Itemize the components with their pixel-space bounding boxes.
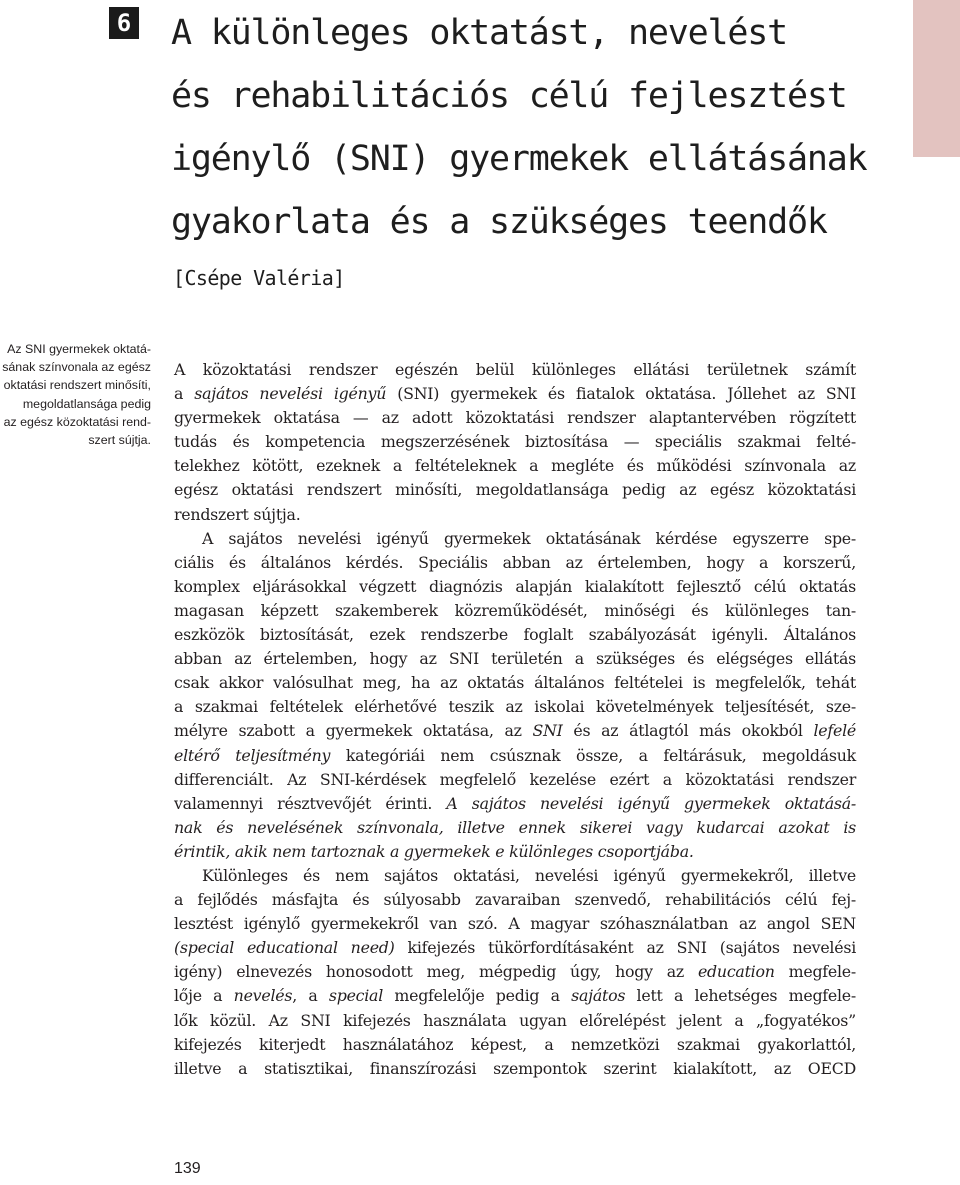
- text-line: nak és nevelésének színvonala, illetve ennek sikerei vagy kudarcai azokat is: [174, 817, 856, 837]
- text-line: eszközök biztosítását, ezek rendszerbe foglalt szabályozását igényli. Általános: [174, 625, 856, 645]
- page-number: 139: [174, 1160, 201, 1177]
- pullquote-line: szert sújtja.: [88, 433, 151, 448]
- title-line: igénylő (SNI) gyermekek ellátásának: [171, 139, 867, 179]
- text-line: kifejezés kiterjedt használatához képest, a nemzetközi szakmai gyakorlattól,: [174, 1034, 856, 1054]
- author-name: [Csépe Valéria]: [173, 266, 345, 290]
- text-line: mélyre szabott a gyermekek oktatása, az SNI és az átlagtól más okokból lefelé: [174, 721, 856, 741]
- text-line: A sajátos nevelési igényű gyermekek oktatásának kérdése egyszerre spe-: [202, 528, 856, 548]
- text-line: komplex eljárásokkal végzett diagnózis alapján kialakított fejlesztő célú oktatás: [174, 576, 856, 596]
- title-line: A különleges oktatást, nevelést: [171, 13, 788, 53]
- text-line: differenciált. Az SNI-kérdések megfelelő kezelése ezért a közoktatási rendszer: [174, 769, 856, 789]
- text-line: a szakmai feltételek elérhetővé teszik az iskolai követelmények teljesítését, sze-: [174, 697, 856, 717]
- text-line: lők közül. Az SNI kifejezés használata ugyan előrelépést jelent a „fogyatékos”: [174, 1010, 856, 1030]
- text-line: A közoktatási rendszer egészén belül különleges ellátási területnek számít: [174, 360, 856, 379]
- pullquote-line: Az SNI gyermekek oktatá-: [7, 342, 151, 356]
- pullquote-line: oktatási rendszert minősíti,: [3, 378, 151, 393]
- text-line: igény) elnevezés honosodott meg, mégpedig úgy, hogy az education megfele-: [174, 962, 856, 982]
- body-text: [174, 358, 856, 1081]
- text-line: Különleges és nem sajátos oktatási, nevelési igényű gyermekekről, illetve: [202, 865, 856, 885]
- pullquote-line: megoldatlansága pedig: [22, 396, 151, 411]
- text-line: eltérő teljesítmény kategóriái nem csúsznak össze, a feltárásuk, megoldásuk: [174, 745, 856, 765]
- text-line: a fejlődés másfajta és súlyosabb zavaraiban szenvedő, rehabilitációs célú fej-: [174, 890, 856, 910]
- pullquote-line: sának színvonala az egész: [2, 360, 151, 375]
- text-line: egész oktatási rendszert minősíti, megoldatlansága pedig az egész közoktatási: [174, 480, 856, 500]
- text-line: lője a nevelés, a special megfelelője pedig a sajátos lett a lehetséges megfele-: [174, 986, 856, 1006]
- text-line: gyermekek oktatása — az adott közoktatási rendszer alaptantervében rögzített: [174, 408, 856, 428]
- text-line: (special educational need) kifejezés tükörfordításaként az SNI (sajátos nevelési: [174, 938, 856, 958]
- text-line: a sajátos nevelési igényű (SNI) gyermekek és fiatalok oktatása. Jóllehet az SNI: [174, 384, 856, 404]
- chapter-title: [171, 2, 901, 254]
- text-line: magasan képzett szakemberek közreműködését, minőségi és különleges tan-: [174, 600, 856, 620]
- text-line: abban az értelemben, hogy az SNI területén a szükséges és elégséges ellátás: [174, 649, 856, 669]
- title-line: gyakorlata és a szükséges teendők: [171, 202, 827, 242]
- text-line: illetve a statisztikai, finanszírozási szempontok szerint kialakított, az OECD: [174, 1058, 856, 1078]
- chapter-number-badge: 6: [109, 7, 139, 39]
- text-line: valamennyi résztvevőjét érinti. A sajátos nevelési igényű gyermekek oktatásá-: [174, 793, 856, 813]
- text-line: ciális és általános kérdés. Speciális abban az értelemben, hogy a korszerű,: [174, 552, 856, 572]
- text-line: telekhez kötött, ezeknek a feltételeknek a megléte és működési színvonala az: [174, 456, 856, 476]
- pullquote-line: az egész közoktatási rend-: [3, 414, 151, 429]
- title-line: és rehabilitációs célú fejlesztést: [171, 76, 847, 116]
- text-line: érintik, akik nem tartoznak a gyermekek e különleges csoportjába.: [174, 841, 694, 861]
- text-line: csak akkor valósulhat meg, ha az oktatás általános feltételei is megfelelők, tehát: [174, 673, 856, 693]
- text-line: rendszert sújtja.: [174, 504, 301, 524]
- margin-pullquote: [0, 340, 151, 449]
- text-line: tudás és kompetencia megszerzésének biztosítása — speciális szakmai felté-: [174, 432, 856, 452]
- chapter-color-tab: [913, 0, 960, 157]
- text-line: lesztést igénylő gyermekekről van szó. A magyar szóhasználatban az angol SEN: [174, 914, 856, 934]
